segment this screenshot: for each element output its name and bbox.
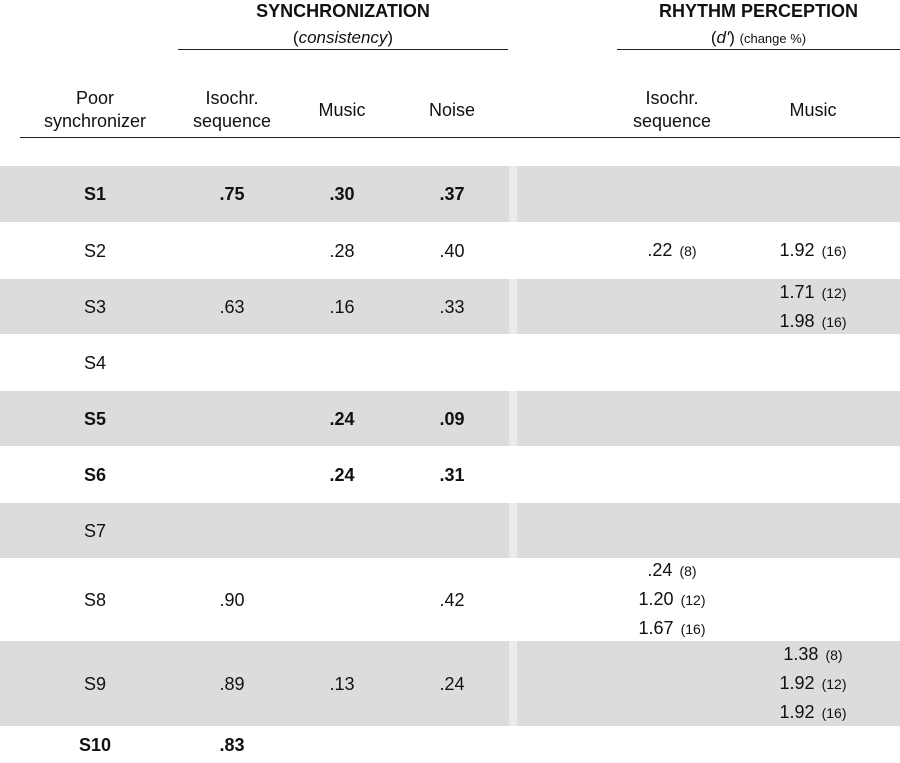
rp-iso-cell — [612, 334, 732, 391]
rp-music-cell — [750, 222, 876, 279]
rhythm-sub-italic: d' — [716, 28, 730, 47]
sync-iso-cell — [172, 166, 292, 222]
sync-music-cell-value: .28 — [329, 240, 355, 261]
sync-noise-cell — [402, 222, 502, 279]
band-gap — [509, 391, 517, 446]
col-header-subject — [20, 86, 170, 134]
subject-cell-value: S7 — [83, 520, 107, 541]
rp-iso-cell — [612, 222, 732, 279]
col-header-sync-music-label: Music — [318, 99, 366, 120]
sync-noise-cell — [402, 503, 502, 558]
change-percent: (8) — [679, 563, 697, 579]
rp-music-cell-entry — [783, 640, 842, 669]
sync-music-cell — [292, 166, 392, 222]
rp-music-cell-entry — [780, 236, 847, 265]
col-header-rp-music — [750, 86, 876, 134]
change-percent: (16) — [821, 313, 847, 330]
subject-cell — [20, 503, 170, 558]
band-gap — [509, 279, 517, 334]
sync-music-cell — [292, 726, 392, 763]
change-percent: (12) — [680, 592, 706, 608]
rp-music-cell-entry — [780, 278, 847, 307]
sync-music-cell — [292, 222, 392, 279]
sync-iso-cell — [172, 503, 292, 558]
sync-noise-cell — [402, 279, 502, 334]
col-header-rp-iso-line2: sequence — [632, 111, 712, 131]
rp-iso-cell-entry — [647, 556, 696, 585]
subject-cell-value: S1 — [83, 184, 107, 204]
rhythm-sub-small: (change %) — [739, 31, 807, 46]
col-header-sync-noise — [402, 86, 502, 134]
sync-noise-cell-value: .40 — [439, 240, 465, 261]
sync-music-cell — [292, 558, 392, 641]
sync-music-cell — [292, 641, 392, 726]
sync-iso-cell — [172, 279, 292, 334]
rhythm-sub-open: ( — [710, 28, 717, 47]
rp-iso-cell — [612, 726, 732, 763]
rp-iso-cell — [612, 446, 732, 503]
subject-cell — [20, 446, 170, 503]
sync-iso-cell — [172, 391, 292, 446]
sync-iso-cell — [172, 558, 292, 641]
col-header-rp-music-label: Music — [789, 99, 837, 120]
subject-cell-value: S6 — [83, 464, 107, 485]
dprime-value: 1.67 — [638, 618, 674, 638]
sync-iso-cell — [172, 726, 292, 763]
sync-noise-cell — [402, 726, 502, 763]
sync-noise-cell — [402, 166, 502, 222]
sync-group-rule — [178, 49, 508, 50]
col-header-rp-iso-line1: Isochr. — [645, 88, 699, 108]
subject-cell-value: S4 — [83, 352, 107, 373]
rp-music-cell — [750, 334, 876, 391]
rp-music-cell — [750, 726, 876, 763]
sync-noise-cell — [402, 334, 502, 391]
band-gap — [509, 641, 517, 726]
sync-iso-cell-value: .89 — [219, 673, 245, 694]
rp-music-cell-entry — [780, 698, 847, 727]
sync-noise-cell-value: .37 — [439, 184, 465, 204]
col-header-rp-iso — [612, 86, 732, 134]
subject-cell — [20, 726, 170, 763]
sync-noise-cell-value: .24 — [439, 673, 465, 694]
dprime-value: 1.98 — [779, 310, 815, 331]
rp-music-cell — [750, 166, 876, 222]
sync-noise-cell — [402, 558, 502, 641]
dprime-value: 1.92 — [779, 702, 815, 722]
col-header-sync-iso — [172, 86, 292, 134]
rp-music-cell — [750, 641, 876, 726]
subject-cell — [20, 558, 170, 641]
dprime-value: 1.71 — [779, 281, 815, 302]
sync-iso-cell-value: .90 — [219, 589, 245, 610]
subject-cell-value: S8 — [83, 589, 107, 610]
sync-noise-cell-value: .33 — [439, 296, 465, 317]
sync-music-cell-value: .13 — [329, 673, 355, 694]
col-header-sync-iso-line1: Isochr. — [205, 88, 259, 108]
sync-noise-cell — [402, 391, 502, 446]
rp-music-cell — [750, 558, 876, 641]
subject-cell — [20, 279, 170, 334]
sync-iso-cell — [172, 641, 292, 726]
change-percent: (16) — [680, 621, 706, 637]
col-header-sync-iso-line2: sequence — [192, 111, 272, 131]
sync-music-cell-value: .30 — [329, 184, 355, 204]
sync-noise-cell-value: .31 — [439, 464, 465, 485]
change-percent: (8) — [679, 243, 697, 259]
subject-cell — [20, 166, 170, 222]
subject-cell-value: S2 — [83, 240, 107, 261]
subject-cell-value: S10 — [78, 734, 112, 755]
rp-iso-cell — [612, 279, 732, 334]
sync-group-subtitle — [178, 28, 508, 48]
sync-sub-close: ) — [387, 28, 394, 47]
rp-iso-cell — [612, 641, 732, 726]
subject-cell — [20, 222, 170, 279]
change-percent: (16) — [821, 705, 847, 721]
sync-sub-open: ( — [292, 28, 299, 47]
sync-iso-cell-value: .75 — [219, 184, 245, 204]
rhythm-group-rule — [617, 49, 900, 50]
sync-music-cell-value: .16 — [329, 296, 355, 317]
sync-noise-cell-value: .09 — [439, 408, 465, 429]
dprime-value: .24 — [647, 560, 673, 580]
sync-music-cell — [292, 446, 392, 503]
sync-music-cell — [292, 391, 392, 446]
dprime-value: .22 — [647, 240, 673, 260]
change-percent: (12) — [821, 676, 847, 692]
col-header-sync-noise-label: Noise — [428, 99, 476, 120]
subject-cell — [20, 334, 170, 391]
rp-music-cell-entry — [780, 669, 847, 698]
subject-cell — [20, 391, 170, 446]
sync-sub-italic: consistency — [298, 28, 388, 47]
sync-iso-cell-value: .63 — [219, 296, 245, 317]
dprime-value: 1.38 — [783, 644, 819, 664]
rhythm-sub-close: ) — [729, 28, 735, 47]
sync-music-cell — [292, 279, 392, 334]
col-header-subject-line2: synchronizer — [43, 111, 147, 131]
subject-cell-value: S9 — [83, 673, 107, 694]
rp-music-cell — [750, 279, 876, 334]
rhythm-group-subtitle — [617, 28, 900, 48]
band-gap — [509, 166, 517, 222]
rp-iso-cell — [612, 503, 732, 558]
rhythm-group-title: RHYTHM PERCEPTION — [658, 1, 858, 21]
sync-music-cell-value: .24 — [329, 408, 355, 429]
dprime-value: 1.92 — [779, 240, 815, 260]
sync-iso-cell — [172, 222, 292, 279]
subject-cell — [20, 641, 170, 726]
subject-cell-value: S3 — [83, 296, 107, 317]
sync-iso-cell — [172, 446, 292, 503]
header-rule — [20, 137, 900, 138]
sync-group-title: SYNCHRONIZATION — [256, 1, 430, 21]
sync-iso-cell-value: .83 — [219, 734, 245, 755]
dprime-value: 1.92 — [779, 673, 815, 693]
rp-music-cell-entry — [780, 307, 847, 336]
sync-noise-cell — [402, 446, 502, 503]
band-gap — [509, 503, 517, 558]
dprime-value: 1.20 — [638, 589, 674, 609]
sync-music-cell — [292, 334, 392, 391]
rp-iso-cell-entry — [639, 585, 706, 614]
rp-music-cell — [750, 391, 876, 446]
sync-music-cell — [292, 503, 392, 558]
col-header-sync-music — [292, 86, 392, 134]
rp-iso-cell — [612, 558, 732, 641]
col-header-subject-line1: Poor — [75, 88, 115, 108]
rp-iso-cell-entry — [647, 236, 696, 265]
rp-iso-cell — [612, 391, 732, 446]
subject-cell-value: S5 — [83, 408, 107, 429]
rp-iso-cell — [612, 166, 732, 222]
sync-iso-cell — [172, 334, 292, 391]
sync-music-cell-value: .24 — [329, 464, 355, 485]
change-percent: (12) — [821, 284, 847, 301]
change-percent: (8) — [825, 647, 843, 663]
rp-iso-cell-entry — [639, 614, 706, 643]
rp-music-cell — [750, 503, 876, 558]
change-percent: (16) — [821, 243, 847, 259]
sync-noise-cell — [402, 641, 502, 726]
rp-music-cell — [750, 446, 876, 503]
sync-noise-cell-value: .42 — [439, 589, 465, 610]
